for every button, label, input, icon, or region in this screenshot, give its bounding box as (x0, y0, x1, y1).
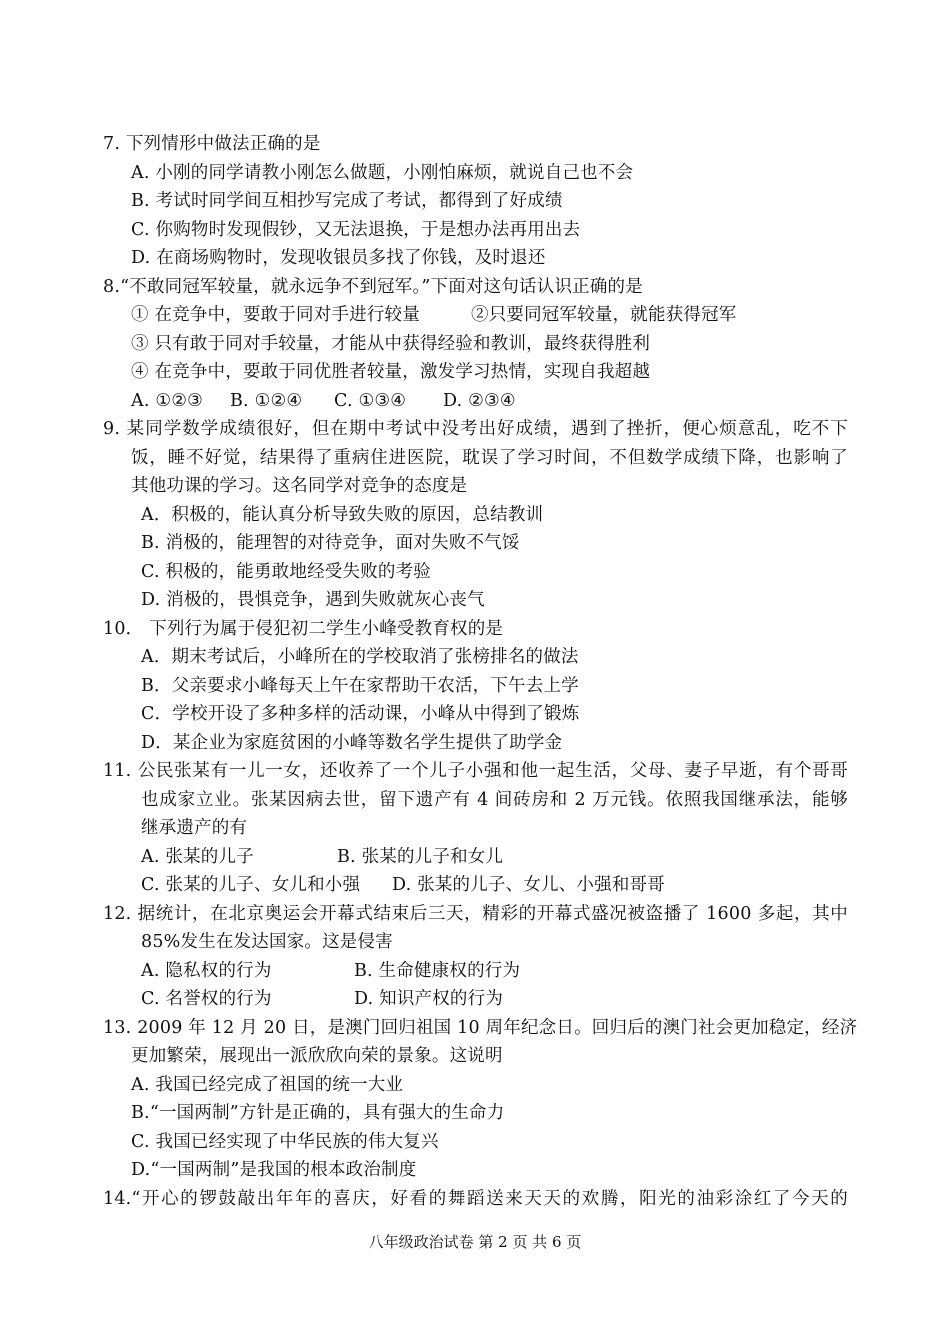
q11-option-a: A. 张某的儿子 (141, 847, 254, 867)
q9-option-a: A．积极的，能认真分析导致失败的原因，总结教训 (141, 505, 544, 525)
q13-option-a: A. 我国已经完成了祖国的统一大业 (131, 1075, 404, 1095)
q13-stem-line-2: 更加繁荣，展现出一派欣欣向荣的景象。这说明 (131, 1046, 503, 1066)
q12-option-a: A. 隐私权的行为 (141, 961, 272, 981)
q9-option-d: D. 消极的，畏惧竞争，遇到失败就灰心丧气 (141, 590, 485, 610)
q13-option-d: D.“一国两制”是我国的根本政治制度 (131, 1160, 417, 1180)
q13-option-c: C. 我国已经实现了中华民族的伟大复兴 (131, 1132, 439, 1152)
q7-stem: 7. 下列情形中做法正确的是 (103, 134, 321, 154)
q11-stem-line-1: 11. 公民张某有一儿一女，还收养了一个儿子小强和他一起生活，父母、妻子早逝，有个哥哥 (103, 761, 848, 781)
q7-option-b: B. 考试时同学间互相抄写完成了考试，都得到了好成绩 (131, 191, 563, 211)
q8-option-a: A. ①②③ (131, 391, 204, 411)
q10-option-b: B．父亲要求小峰每天上午在家帮助干农活，下午去上学 (141, 676, 579, 696)
q11-stem-line-3: 继承遗产的有 (141, 818, 248, 838)
q11-option-b: B. 张某的儿子和女儿 (337, 847, 504, 867)
q8-statement-2: ②只要同冠军较量，就能获得冠军 (471, 305, 737, 325)
q10-option-d: D．某企业为家庭贫困的小峰等数名学生提供了助学金 (141, 733, 563, 753)
q12-option-c: C. 名誉权的行为 (141, 989, 272, 1009)
q7-option-d: D. 在商场购物时，发现收银员多找了你钱，及时退还 (131, 248, 546, 268)
q8-statement-1: ① 在竞争中，要敢于同对手进行较量 (131, 305, 420, 325)
q8-option-b: B. ①②④ (230, 391, 303, 411)
q12-stem-line-1: 12. 据统计，在北京奥运会开幕式结束后三天，精彩的开幕式盛况被盗播了 1600 多起，其中 (103, 904, 848, 924)
q9-stem-line-3: 其他功课的学习。这名同学对竞争的态度是 (131, 476, 468, 496)
q12-option-b: B. 生命健康权的行为 (354, 961, 521, 981)
q8-option-c: C. ①③④ (334, 391, 407, 411)
q11-stem-line-2: 也成家立业。张某因病去世，留下遗产有 4 间砖房和 2 万元钱。依照我国继承法，能够 (141, 790, 848, 810)
q12-stem-line-2: 85%发生在发达国家。这是侵害 (141, 932, 393, 952)
q12-option-d: D. 知识产权的行为 (354, 989, 504, 1009)
q10-stem: 10． 下列行为属于侵犯初二学生小峰受教育权的是 (103, 619, 504, 639)
q9-stem-line-1: 9. 某同学数学成绩很好，但在期中考试中没考出好成绩，遇到了挫折，便心烦意乱，吃不下 (103, 419, 848, 439)
q11-option-d: D. 张某的儿子、女儿、小强和哥哥 (392, 875, 665, 895)
q8-option-d: D. ②③④ (443, 391, 516, 411)
q10-option-a: A．期末考试后，小峰所在的学校取消了张榜排名的做法 (141, 647, 579, 667)
q13-stem-line-1: 13. 2009 年 12 月 20 日，是澳门回归祖国 10 周年纪念日。回归后的澳门社会更加稳定，经济 (103, 1018, 858, 1038)
q10-option-c: C．学校开设了多种多样的活动课，小峰从中得到了锻炼 (141, 704, 580, 724)
q9-option-b: B. 消极的，能理智的对待竞争，面对失败不气馁 (141, 533, 520, 553)
q13-option-b: B.“一国两制”方针是正确的，具有强大的生命力 (131, 1103, 505, 1123)
q14-stem-line-1: 14.“开心的锣鼓敲出年年的喜庆，好看的舞蹈送来天天的欢腾，阳光的油彩涂红了今天的 (103, 1189, 848, 1209)
q8-stem: 8.“不敢同冠军较量，就永远争不到冠军。”下面对这句话认识正确的是 (103, 277, 643, 297)
page-footer: 八年级政治试卷 第 2 页 共 6 页 (368, 1233, 582, 1251)
q11-option-c: C. 张某的儿子、女儿和小强 (141, 875, 361, 895)
q7-option-c: C. 你购物时发现假钞，又无法退换，于是想办法再用出去 (131, 220, 581, 240)
q7-option-a: A. 小刚的同学请教小刚怎么做题，小刚怕麻烦，就说自己也不会 (131, 163, 634, 183)
q9-stem-line-2: 饭，睡不好觉，结果得了重病住进医院，耽误了学习时间，不但数学成绩下降，也影响了 (131, 448, 848, 468)
q8-statement-3: ③ 只有敢于同对手较量，才能从中获得经验和教训，最终获得胜利 (131, 334, 651, 354)
q9-option-c: C. 积极的，能勇敢地经受失败的考验 (141, 562, 431, 582)
q8-statement-4: ④ 在竞争中，要敢于同优胜者较量，激发学习热情，实现自我超越 (131, 362, 651, 382)
